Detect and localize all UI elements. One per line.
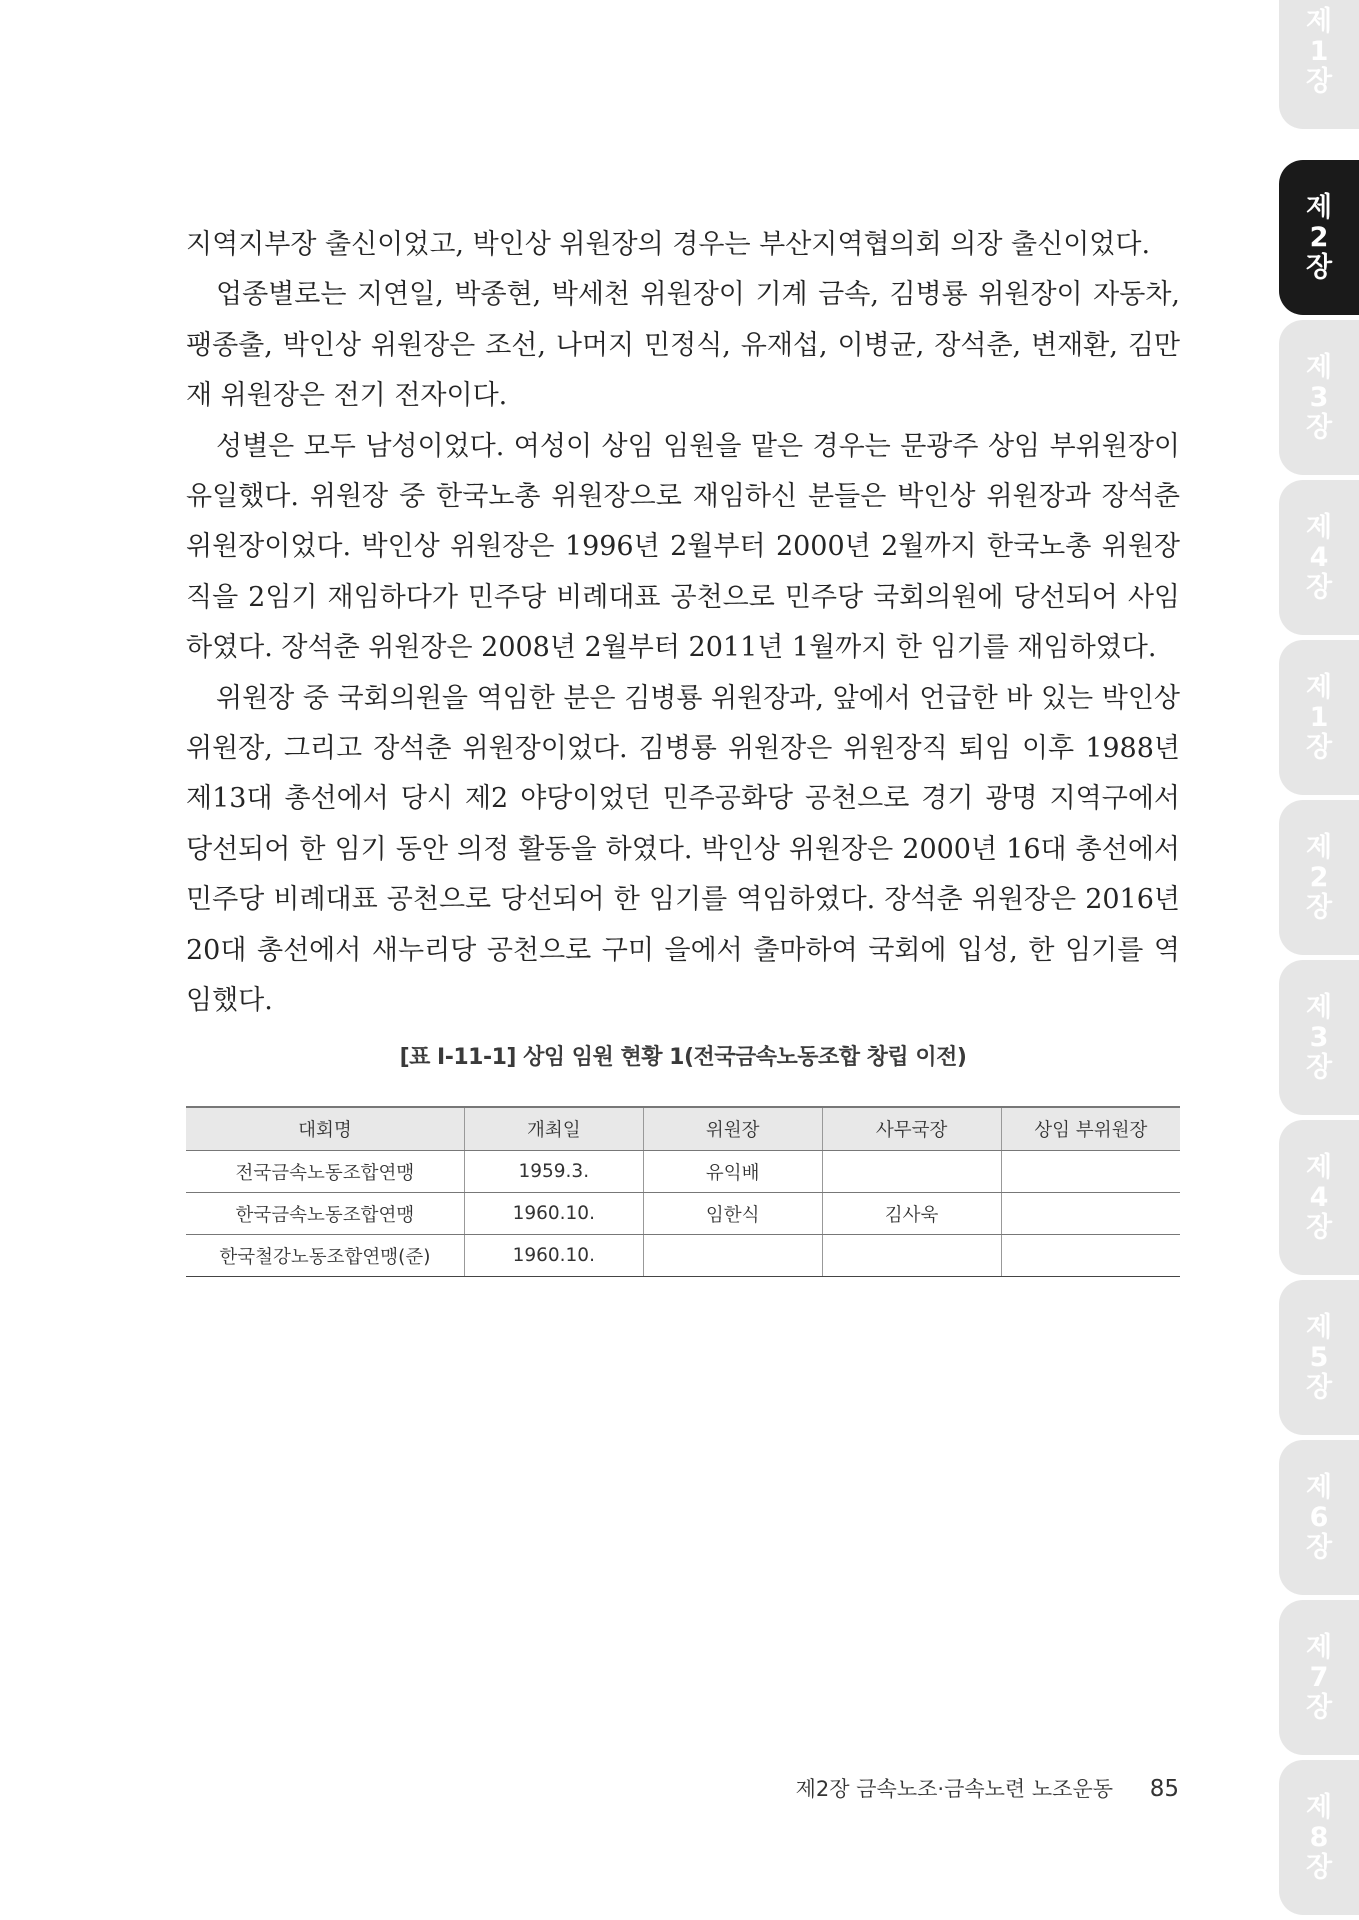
chapter-tab[interactable] <box>1279 640 1359 795</box>
tab-label-part: 제 <box>1305 1791 1333 1823</box>
column-header: 대회명 <box>186 1107 464 1151</box>
column-header: 위원장 <box>643 1107 822 1151</box>
running-title: 제2장 금속노조·금속노련 노조운동 <box>795 1777 1114 1801</box>
tab-label-part: 장 <box>1305 571 1333 603</box>
table-row <box>186 1151 1180 1193</box>
tab-label-part: 5 <box>1309 1341 1329 1373</box>
chapter-tab-active[interactable] <box>1279 160 1359 315</box>
tab-label-part: 제 <box>1305 1471 1333 1503</box>
chapter-tab[interactable] <box>1279 960 1359 1115</box>
table-cell: 한국금속노동조합연맹 <box>186 1193 464 1235</box>
tab-label-part: 제 <box>1305 671 1333 703</box>
tab-label-part: 제 <box>1305 1311 1333 1343</box>
tab-label-part: 장 <box>1305 65 1333 97</box>
table-caption: [표 Ⅰ-11-1] 상임 임원 현황 1(전국금속노동조합 창립 이전) <box>399 1045 967 1070</box>
table-row <box>186 1193 1180 1235</box>
chapter-tab[interactable] <box>1279 1760 1359 1915</box>
tab-label-part: 장 <box>1305 1051 1333 1083</box>
page-number: 85 <box>1149 1776 1179 1802</box>
tab-label-part: 제 <box>1305 831 1333 863</box>
tab-label-part: 장 <box>1305 891 1333 923</box>
tab-label-part: 제 <box>1305 191 1333 223</box>
table-header-row <box>186 1107 1180 1151</box>
tab-label-part: 장 <box>1305 731 1333 763</box>
chapter-tab[interactable] <box>1279 480 1359 635</box>
table-cell: 전국금속노동조합연맹 <box>186 1151 464 1193</box>
paragraph: 위원장 중 국회의원을 역임한 분은 김병룡 위원장과, 앞에서 언급한 바 있는 박인상 위원장, 그리고 장석춘 위원장이었다. 김병룡 위원장은 위원장직 퇴임 이후 1988년 제13대 총선에서 당시 제2 야당이었던 민주공화당 공천으로 경기 광명 지역구에서 당선되어 한 임기 동안 의정 활동을 하였다. 박인상 위원장은 2000년 16대 총선에서 민주당 비례대표 공천으로 당선되어 한 임기를 역임하였다. 장석춘 위원장은 2016년 20대 총선에서 새누리당 공천으로 구미 을에서 출마하여 국회에 입성, 한 임기를 역임했다. <box>186 682 1180 1017</box>
chapter-tab[interactable] <box>1279 1120 1359 1275</box>
tab-label-part: 제 <box>1305 511 1333 543</box>
tab-label-part: 장 <box>1305 1371 1333 1403</box>
table-cell: 임한식 <box>643 1193 822 1235</box>
table-cell: 김사욱 <box>822 1193 1001 1235</box>
table-cell: 유익배 <box>643 1151 822 1193</box>
tab-label-part: 3 <box>1309 381 1329 413</box>
tab-label-part: 장 <box>1305 1531 1333 1563</box>
table-cell <box>643 1235 822 1277</box>
tab-label-part: 제 <box>1305 5 1333 37</box>
tab-label-part: 2 <box>1309 221 1329 253</box>
table-cell <box>822 1235 1001 1277</box>
page-footer <box>796 1773 1179 1803</box>
body-text <box>186 220 1180 1027</box>
paragraph: 성별은 모두 남성이었다. 여성이 상임 임원을 맡은 경우는 문광주 상임 부위원장이 유일했다. 위원장 중 한국노총 위원장으로 재임하신 분들은 박인상 위원장과 장석춘 위원장이었다. 박인상 위원장은 1996년 2월부터 2000년 2월까지 한국노총 위원장직을 2임기 재임하다가 민주당 비례대표 공천으로 민주당 국회의원에 당선되어 사임하였다. 장석춘 위원장은 2008년 2월부터 2011년 1월까지 한 임기를 재임하였다. <box>186 430 1180 664</box>
tab-label-part: 제 <box>1305 1631 1333 1663</box>
tab-label-part: 장 <box>1305 1211 1333 1243</box>
tab-label-part: 제 <box>1305 991 1333 1023</box>
paragraph: 업종별로는 지연일, 박종현, 박세천 위원장이 기계 금속, 김병룡 위원장이 자동차, 팽종출, 박인상 위원장은 조선, 나머지 민정식, 유재섭, 이병균, 장석춘, 변재환, 김만재 위원장은 전기 전자이다. <box>186 279 1180 412</box>
table-cell: 한국철강노동조합연맹(준) <box>186 1235 464 1277</box>
tab-label-part: 장 <box>1305 1691 1333 1723</box>
paragraph: 지역지부장 출신이었고, 박인상 위원장의 경우는 부산지역협의회 의장 출신이었다. <box>186 229 1151 260</box>
tab-label-part: 6 <box>1309 1501 1329 1533</box>
tab-label-part: 장 <box>1305 1851 1333 1883</box>
chapter-tab[interactable] <box>1279 320 1359 475</box>
officers-table <box>186 1106 1180 1277</box>
tab-label-part: 4 <box>1309 1181 1329 1213</box>
chapter-tab[interactable] <box>1279 1440 1359 1595</box>
table-cell <box>1001 1235 1180 1277</box>
tab-label-part: 1 <box>1309 701 1329 733</box>
tab-label-part: 4 <box>1309 541 1329 573</box>
tab-label-part: 8 <box>1309 1821 1329 1853</box>
chapter-tab[interactable] <box>1279 800 1359 955</box>
table-cell <box>822 1151 1001 1193</box>
table-cell: 1960.10. <box>464 1193 643 1235</box>
tab-label-part: 장 <box>1305 251 1333 283</box>
tab-label-part: 제 <box>1305 1151 1333 1183</box>
tab-label-part: 7 <box>1309 1661 1329 1693</box>
table-cell: 1960.10. <box>464 1235 643 1277</box>
tab-label-part: 2 <box>1309 861 1329 893</box>
chapter-tab[interactable] <box>1279 1280 1359 1435</box>
tab-label-part: 장 <box>1305 411 1333 443</box>
column-header: 사무국장 <box>822 1107 1001 1151</box>
tab-label-part: 1 <box>1309 35 1329 67</box>
chapter-tab[interactable] <box>1279 1600 1359 1755</box>
table-cell <box>1001 1151 1180 1193</box>
chapter-tab[interactable] <box>1279 0 1359 129</box>
column-header: 개최일 <box>464 1107 643 1151</box>
tab-label-part: 제 <box>1305 351 1333 383</box>
table-cell <box>1001 1193 1180 1235</box>
table-row <box>186 1235 1180 1277</box>
table-cell: 1959.3. <box>464 1151 643 1193</box>
column-header: 상임 부위원장 <box>1001 1107 1180 1151</box>
tab-label-part: 3 <box>1309 1021 1329 1053</box>
